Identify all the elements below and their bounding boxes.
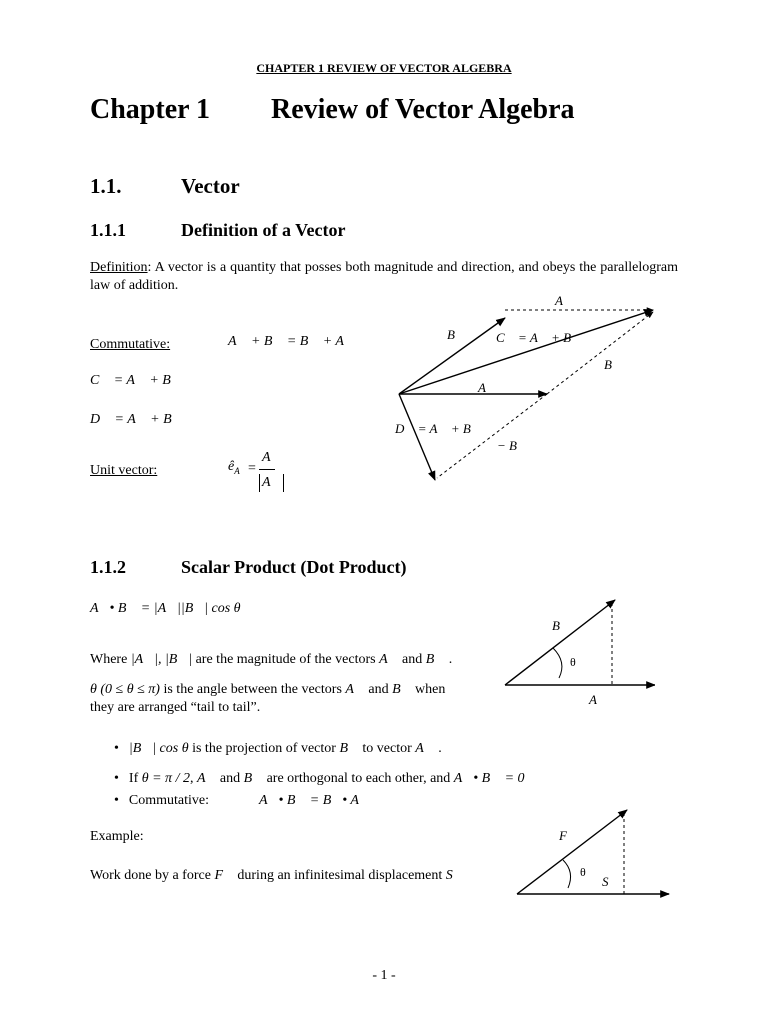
section-1-1-number: 1.1. — [90, 174, 122, 198]
definition-label: Definition — [90, 260, 148, 275]
fig1-label-d-eq: D⃗ = A⃗ + B⃗ — [395, 421, 481, 436]
bullet-commutative: • Commutative: A⃗• B⃗ = B⃗• A⃗ — [114, 793, 370, 808]
work-line: Work done by a force F⃗ during an infinitesimal displacement S⃗ — [90, 868, 464, 883]
fig2-angle-arc — [553, 648, 562, 678]
vector-d-arrow — [399, 394, 435, 480]
fig1-label-a-top: A⃗ — [555, 293, 574, 308]
section-1-1-1-number: 1.1.1 — [90, 220, 126, 240]
vector-addition-figure — [385, 290, 675, 490]
fig1-label-a-mid: A⃗ — [478, 380, 497, 395]
dot-product-figure — [495, 590, 655, 715]
fig2-label-b: B⃗ — [552, 618, 571, 633]
fig2-vector-b — [505, 600, 615, 685]
fig1-label-b-left: B⃗ — [447, 327, 466, 342]
fig3-label-s: S⃗ — [602, 874, 619, 889]
theta-line-2: they are arranged “tail to tail”. — [90, 700, 261, 715]
unit-vector-label: Unit vector: — [90, 463, 158, 478]
vector-c-arrow — [399, 310, 653, 394]
commutative-label: Commutative: — [90, 337, 171, 352]
section-1-1-2-number: 1.1.2 — [90, 557, 126, 577]
fraction-bar — [259, 469, 275, 470]
d-formula: D⃗ = A⃗ + B⃗ — [90, 412, 183, 427]
vector-minus-b-dashed — [437, 394, 547, 478]
fig2-label-theta: θ — [570, 655, 576, 669]
work-figure — [505, 802, 675, 902]
fig3-label-f: F⃗ — [559, 828, 578, 843]
fig1-label-b-right: B⃗ — [604, 357, 623, 372]
fig2-label-a: A⃗ — [589, 692, 608, 707]
running-header: CHAPTER 1 REVIEW OF VECTOR ALGEBRA — [256, 61, 512, 75]
where-line: Where |A⃗|, |B⃗| are the magnitude of the vectors A⃗ and B⃗ . — [90, 652, 453, 667]
page-number: - 1 - — [372, 968, 396, 983]
unit-vector-lhs: $ê_A$ — [228, 459, 240, 476]
dot-product-formula: A⃗• B⃗ = |A⃗||B⃗| cos θ — [90, 601, 241, 616]
fig1-label-c-eq: C⃗ = A⃗ + B⃗ — [496, 330, 582, 345]
definition-text: : A vector is a quantity that posses both magnitude and direction, and obeys the parallelogram law of addition. — [90, 260, 678, 293]
chapter-number: Chapter 1 — [90, 94, 211, 125]
unit-vector-denominator: A⃗ — [259, 474, 284, 492]
commutative-formula: A⃗ + B⃗ = B⃗ + A⃗ — [228, 334, 355, 349]
bullet-orthogonal: • If θ = π / 2, A⃗ and B⃗ are orthogonal to each other, and A⃗• B⃗ = 0 — [114, 771, 525, 786]
example-label: Example: — [90, 829, 144, 844]
fig3-label-theta: θ — [580, 865, 586, 879]
theta-line: θ (0 ≤ θ ≤ π) is the angle between the vectors A⃗ and B⃗ when — [90, 682, 446, 697]
section-1-1-title: Vector — [181, 174, 240, 198]
bullet-projection: • |B⃗| cos θ is the projection of vector B⃗ to vector A⃗ . — [114, 741, 442, 756]
unit-vector-numerator: A⃗ — [262, 450, 282, 465]
section-1-1-1-title: Definition of a Vector — [181, 220, 346, 240]
vector-b-right-dashed — [547, 312, 653, 394]
fig1-label-minus-b: − B⃗ — [497, 438, 528, 453]
unit-vector-equals: = — [248, 461, 256, 476]
c-formula: C⃗ = A⃗ + B⃗ — [90, 373, 182, 388]
fig3-angle-arc — [563, 860, 571, 888]
chapter-title: Review of Vector Algebra — [271, 94, 575, 125]
section-1-1-2-title: Scalar Product (Dot Product) — [181, 557, 407, 577]
